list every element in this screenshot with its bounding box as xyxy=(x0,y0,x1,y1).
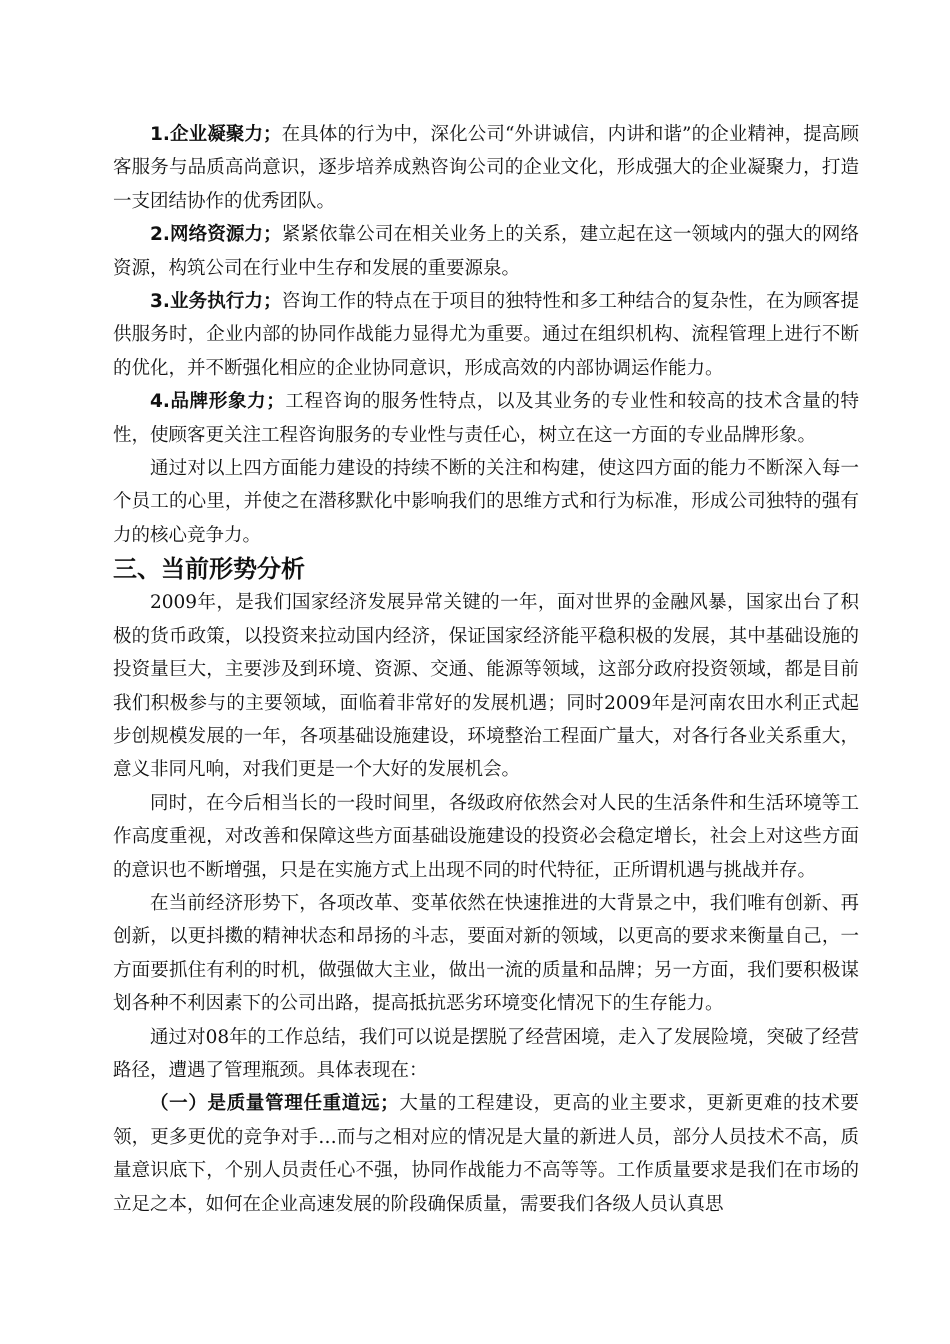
item-text: 工程咨询的服务性特点，以及其业务的专业性和较高的技术含量的特性，使顾客更关注工程咨询服务的专业性与责任心，树立在这一方面的专业品牌形象。 xyxy=(113,391,859,446)
paragraph-government-investment: 同时，在今后相当长的一段时间里，各级政府依然会对人民的生活条件和生活环境等工作高度重视，对改善和保障这些方面基础设施建设的投资必会稳定增长，社会上对这些方面的意识也不断增强，只是在实施方式上出现不同的时代特征，正所谓机遇与挑战并存。 xyxy=(113,792,859,881)
point-lead: （一）是质量管理任重道远； xyxy=(150,1093,399,1115)
paragraph-economic-situation: 在当前经济形势下，各项改革、变革依然在快速推进的大背景之中，我们唯有创新、再创新，以更抖擞的精神状态和昂扬的斗志，要面对新的领域，以更高的要求来衡量自己，一方面要抓住有利的时机，做强做大主业，做出一流的质量和品牌；另一方面，我们要积极谋划各种不利因素下的公司出路，提高抵抗恶劣环境变化情况下的生存能力。 xyxy=(113,892,859,1015)
item-lead: 3.业务执行力； xyxy=(150,291,282,313)
item-lead: 2.网络资源力； xyxy=(150,224,282,246)
item-text: 在具体的行为中，深化公司“外讲诚信，内讲和谐”的企业精神，提高顾客服务与品质高尚意识，逐步培养成熟咨询公司的企业文化，形成强大的企业凝聚力，打造一支团结协作的优秀团队。 xyxy=(113,124,859,212)
point-text: 大量的工程建设，更高的业主要求，更新更难的技术要领，更多更优的竞争对手…而与之相对应的情况是大量的新进人员，部分人员技术不高，质量意识底下，个别人员责任心不强，协同作战能力不高等等。工作质量要求是我们在市场的立足之本，如何在企业高速发展的阶段确保质量，需要我们各级人员认真思 xyxy=(113,1093,859,1215)
paragraph-quality-management xyxy=(113,1087,859,1221)
item-text: 紧紧依靠公司在相关业务上的关系，建立起在这一领域内的强大的网络资源，构筑公司在行业中生存和发展的重要源泉。 xyxy=(113,224,859,279)
paragraph-2008-summary: 通过对08年的工作总结，我们可以说是摆脱了经营困境，走入了发展险境，突破了经营路径，遭遇了管理瓶颈。具体表现在： xyxy=(113,1026,859,1081)
paragraph-2009-economy: 2009年，是我们国家经济发展异常关键的一年，面对世界的金融风暴，国家出台了积极的货币政策，以投资来拉动国内经济，保证国家经济能平稳积极的发展，其中基础设施的投资量巨大，主要涉及到环境、资源、交通、能源等领域，这部分政府投资领域，都是目前我们积极参与的主要领域，面临着非常好的发展机遇；同时2009年是河南农田水利正式起步创规模发展的一年，各项基础设施建设，环境整治工程面广量大，对各行各业关系重大，意义非同凡响，对我们更是一个大好的发展机会。 xyxy=(113,592,859,781)
item-business-execution xyxy=(113,285,859,385)
item-network-resources xyxy=(113,218,859,285)
item-lead: 1.企业凝聚力； xyxy=(150,124,282,145)
item-lead: 4.品牌形象力； xyxy=(150,391,285,413)
item-text: 咨询工作的特点在于项目的独特性和多工种结合的复杂性，在为顾客提供服务时，企业内部的协同作战能力显得尤为重要。通过在组织机构、流程管理上进行不断的优化，并不断强化相应的企业协同意识，形成高效的内部协调运作能力。 xyxy=(113,291,859,379)
summary-paragraph: 通过对以上四方面能力建设的持续不断的关注和构建，使这四方面的能力不断深入每一个员工的心里，并使之在潜移默化中影响我们的思维方式和行为标准，形成公司独特的强有力的核心竞争力。 xyxy=(113,458,859,546)
section-heading: 三、当前形势分析 xyxy=(113,555,305,584)
item-brand-image xyxy=(113,385,859,452)
document-page xyxy=(113,118,859,1221)
item-enterprise-cohesion xyxy=(113,118,859,218)
